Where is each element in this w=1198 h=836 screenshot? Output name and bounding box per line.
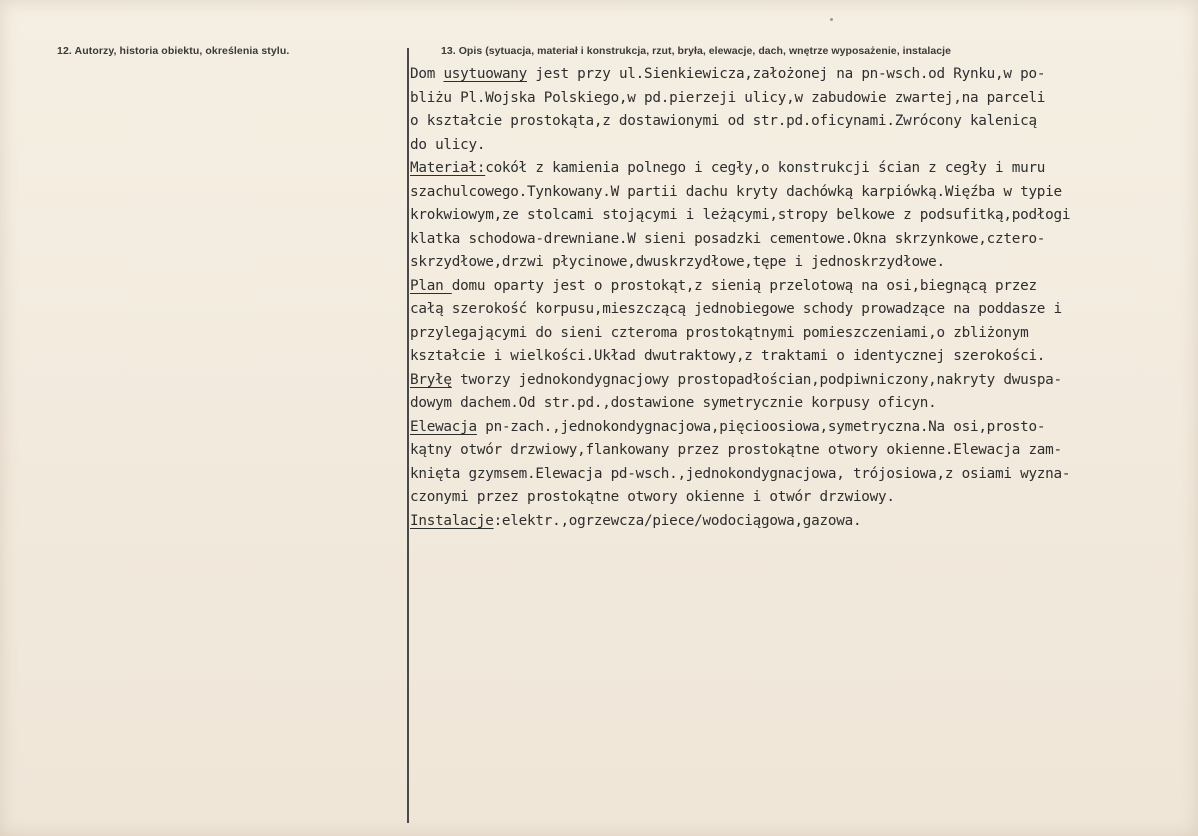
description-line — [410, 228, 1180, 252]
description-line — [410, 486, 1180, 510]
description-line — [410, 63, 1180, 87]
description-line — [410, 416, 1180, 440]
description-line — [410, 369, 1180, 393]
description-line — [410, 110, 1180, 134]
description-line — [410, 298, 1180, 322]
line-text: bliżu Pl.Wojska Polskiego,w pd.pierzeji ulicy,w zabudowie zwartej,na parceli — [410, 89, 1046, 106]
section-13-header: 13. Opis (sytuacja, materiał i konstrukcja, rzut, bryła, elewacje, dach, wnętrze wyposażenie, instalacje — [441, 45, 951, 57]
section-keyword: usytuowany — [443, 66, 528, 82]
section-keyword: Materiał: — [410, 160, 486, 176]
line-text: dowym dachem.Od str.pd.,dostawione symetrycznie korpusy oficyn. — [410, 395, 937, 411]
line-text: przylegającymi do sieni czteroma prostokątnymi pomieszczeniami,o zbliżonym — [410, 324, 1029, 341]
description-line — [410, 251, 1180, 275]
line-text: cokół z kamienia polnego i cegły,o konstrukcji ścian z cegły i muru — [485, 160, 1046, 176]
line-lead-text: Dom — [410, 66, 444, 82]
line-text: skrzydłowe,drzwi płycinowe,dwuskrzydłowe,tępe i jednoskrzydłowe. — [410, 254, 945, 270]
line-text: tworzy jednokondygnacjowy prostopadłościan,podpiwniczony,nakryty dwuspa- — [451, 371, 1062, 388]
section-keyword: Elewacja — [410, 418, 477, 435]
section-keyword: Bryłę — [410, 371, 452, 388]
description-line — [410, 87, 1180, 111]
line-text: :elektr.,ogrzewcza/piece/wodociągowa,gazowa. — [493, 512, 862, 529]
line-text: klatka schodowa-drewniane.W sieni posadzki cementowe.Okna skrzynkowe,cztero- — [410, 230, 1046, 247]
section-keyword: Instalacje — [410, 512, 494, 529]
paper-speck — [830, 18, 833, 21]
column-divider — [407, 48, 409, 823]
line-text: pn-zach.,jednokondygnacjowa,pięcioosiowa,symetryczna.Na osi,prosto- — [476, 418, 1046, 435]
description-line — [410, 204, 1180, 228]
description-line — [410, 345, 1180, 369]
line-text: całą szerokość korpusu,mieszczącą jednobiegowe schody prowadzące na poddasze i — [410, 301, 1062, 317]
description-line — [410, 510, 1180, 534]
description-line — [410, 157, 1180, 181]
line-text: czonymi przez prostokątne otwory okienne i otwór drzwiowy. — [410, 489, 895, 505]
description-line — [410, 275, 1180, 299]
description-line — [410, 181, 1180, 205]
line-text: szachulcowego.Tynkowany.W partii dachu kryty dachówką karpiówką.Więźba w typie — [410, 183, 1062, 200]
section-keyword: Plan — [410, 277, 452, 294]
line-text: do ulicy. — [410, 136, 486, 153]
line-text: krokwiowym,ze stolcami stojącymi i leżącymi,stropy belkowe z podsufitką,podłogi — [410, 207, 1071, 223]
line-text: knięta gzymsem.Elewacja pd-wsch.,jednokondygnacjowa, trójosiowa,z osiami wyzna- — [410, 465, 1071, 482]
description-line — [410, 322, 1180, 346]
description-line — [410, 134, 1180, 158]
line-text: jest przy ul.Sienkiewicza,założonej na pn-wsch.od Rynku,w po- — [527, 66, 1046, 82]
line-text: kątny otwór drzwiowy,flankowany przez prostokątne otwory okienne.Elewacja zam- — [410, 442, 1062, 458]
description-line — [410, 392, 1180, 416]
line-text: kształcie i wielkości.Układ dwutraktowy,z traktami o identycznej szerokości. — [410, 348, 1046, 364]
line-text: o kształcie prostokąta,z dostawionymi od str.pd.oficynami.Zwrócony kalenicą — [410, 113, 1037, 129]
line-text: domu oparty jest o prostokąt,z sienią przelotową na osi,biegnącą przez — [451, 277, 1037, 294]
description-line — [410, 463, 1180, 487]
description-line — [410, 439, 1180, 463]
section-12-header: 12. Autorzy, historia obiektu, określenia stylu. — [57, 45, 290, 57]
section-13-description — [410, 63, 1180, 533]
